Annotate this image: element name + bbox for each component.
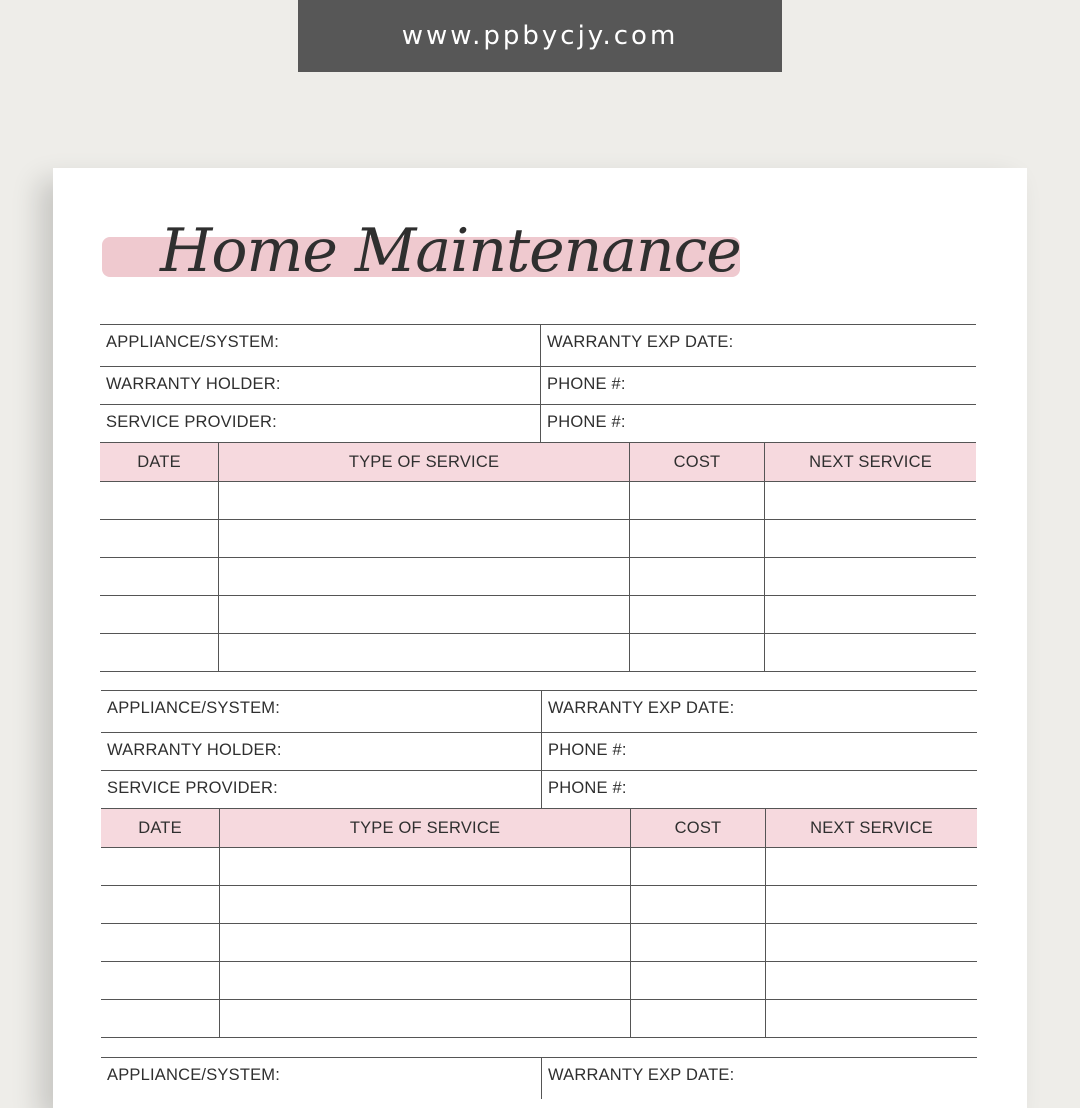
cost-cell[interactable] (630, 848, 765, 885)
date-cell[interactable] (100, 520, 218, 557)
info-row-holder (101, 732, 977, 770)
website-url: www.ppbycjy.com (401, 21, 679, 51)
cost-cell[interactable] (629, 558, 764, 595)
table-row (100, 596, 976, 634)
table-row (101, 848, 977, 886)
cost-cell[interactable] (630, 886, 765, 923)
table-row (101, 1000, 977, 1038)
type-of-service-cell[interactable] (218, 558, 629, 595)
table-row (100, 634, 976, 672)
column-cost: COST (629, 443, 764, 481)
cost-cell[interactable] (629, 482, 764, 519)
next-service-cell[interactable] (764, 596, 976, 633)
column-date: DATE (138, 818, 182, 837)
next-service-cell[interactable] (764, 634, 976, 671)
column-type-of-service: TYPE OF SERVICE (218, 443, 629, 481)
column-type-of-service: TYPE OF SERVICE (219, 809, 630, 847)
cost-cell[interactable] (629, 596, 764, 633)
info-row-provider (100, 404, 976, 442)
table-row (100, 482, 976, 520)
next-service-cell[interactable] (765, 962, 977, 999)
cost-cell[interactable] (629, 520, 764, 557)
warranty-exp-field[interactable]: WARRANTY EXP DATE: (547, 333, 734, 351)
planner-sheet (53, 168, 1027, 1108)
column-next-service: NEXT SERVICE (764, 443, 976, 481)
holder-phone-field[interactable]: PHONE #: (548, 741, 627, 759)
date-cell[interactable] (100, 558, 218, 595)
type-of-service-cell[interactable] (219, 848, 630, 885)
next-service-cell[interactable] (764, 520, 976, 557)
date-cell[interactable] (100, 482, 218, 519)
cost-cell[interactable] (629, 634, 764, 671)
warranty-exp-field[interactable]: WARRANTY EXP DATE: (548, 1066, 735, 1084)
next-service-cell[interactable] (765, 886, 977, 923)
type-of-service-cell[interactable] (219, 886, 630, 923)
cost-cell[interactable] (630, 1000, 765, 1037)
info-row-appliance (101, 1057, 977, 1099)
type-of-service-cell[interactable] (218, 520, 629, 557)
info-row-appliance (100, 324, 976, 366)
table-row (101, 886, 977, 924)
maintenance-record-2 (101, 690, 977, 1038)
column-next-service: NEXT SERVICE (765, 809, 977, 847)
date-cell[interactable] (101, 924, 219, 961)
warranty-holder-field[interactable]: WARRANTY HOLDER: (100, 367, 541, 404)
table-row (100, 520, 976, 558)
service-provider-field[interactable]: SERVICE PROVIDER: (101, 771, 542, 808)
service-log-header (101, 808, 977, 848)
provider-phone-field[interactable]: PHONE #: (548, 779, 627, 797)
type-of-service-cell[interactable] (218, 596, 629, 633)
info-row-appliance (101, 690, 977, 732)
next-service-cell[interactable] (764, 558, 976, 595)
table-row (101, 962, 977, 1000)
maintenance-record-3 (101, 1057, 977, 1099)
date-cell[interactable] (101, 1000, 219, 1037)
service-log-header (100, 442, 976, 482)
website-banner (298, 0, 782, 72)
date-cell[interactable] (101, 848, 219, 885)
type-of-service-cell[interactable] (218, 482, 629, 519)
column-date: DATE (137, 452, 181, 471)
next-service-cell[interactable] (764, 482, 976, 519)
info-row-holder (100, 366, 976, 404)
next-service-cell[interactable] (765, 848, 977, 885)
date-cell[interactable] (101, 886, 219, 923)
warranty-exp-field[interactable]: WARRANTY EXP DATE: (548, 699, 735, 717)
type-of-service-cell[interactable] (219, 924, 630, 961)
table-row (100, 558, 976, 596)
page-title: Home Maintenance (160, 216, 741, 286)
type-of-service-cell[interactable] (219, 1000, 630, 1037)
maintenance-record-1 (100, 324, 976, 672)
appliance-field[interactable]: APPLIANCE/SYSTEM: (100, 325, 541, 366)
next-service-cell[interactable] (765, 924, 977, 961)
date-cell[interactable] (101, 962, 219, 999)
title-area (102, 216, 742, 302)
appliance-field[interactable]: APPLIANCE/SYSTEM: (101, 1058, 542, 1099)
date-cell[interactable] (100, 634, 218, 671)
column-cost: COST (630, 809, 765, 847)
provider-phone-field[interactable]: PHONE #: (547, 413, 626, 431)
appliance-field[interactable]: APPLIANCE/SYSTEM: (101, 691, 542, 732)
cost-cell[interactable] (630, 962, 765, 999)
holder-phone-field[interactable]: PHONE #: (547, 375, 626, 393)
type-of-service-cell[interactable] (218, 634, 629, 671)
date-cell[interactable] (100, 596, 218, 633)
info-row-provider (101, 770, 977, 808)
cost-cell[interactable] (630, 924, 765, 961)
next-service-cell[interactable] (765, 1000, 977, 1037)
type-of-service-cell[interactable] (219, 962, 630, 999)
warranty-holder-field[interactable]: WARRANTY HOLDER: (101, 733, 542, 770)
table-row (101, 924, 977, 962)
service-provider-field[interactable]: SERVICE PROVIDER: (100, 405, 541, 442)
